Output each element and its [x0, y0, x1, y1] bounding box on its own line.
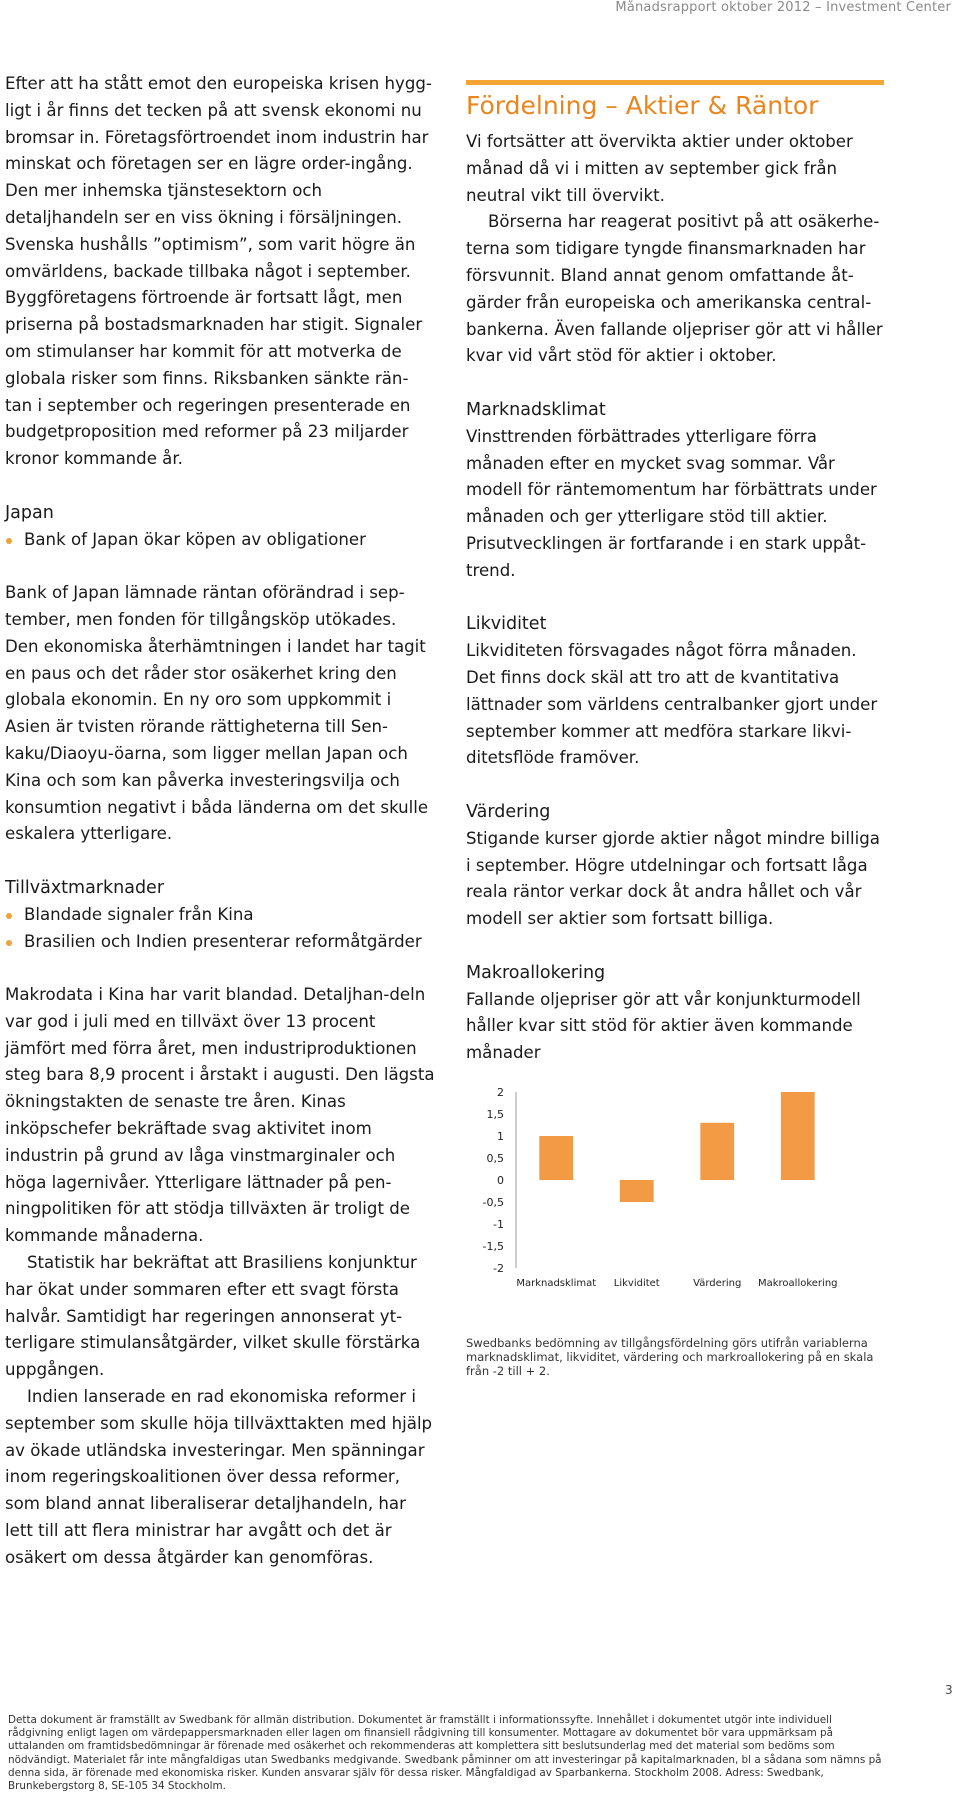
emerging-paragraph: Indien lanserade en rad ekonomiska reformer i september som skulle höja tillväxttakten med hjälp av ökade utländska investeringar. Men spänningar inom regeringskoalitionen över dessa reformer, som bland annat liberaliserar detaljhandeln, har lett till att flera ministrar har avgått och det är osäkert om dessa åtgärder kan genomföras. — [5, 1387, 433, 1567]
bullet-item: Brasilien och Indien presenterar reformåtgärder — [5, 929, 435, 956]
title-rule — [466, 80, 884, 85]
chart-caption: Swedbanks bedömning av tillgångsfördelning görs utifrån variablerna marknadsklimat, likviditet, värdering och markroallokering på en skala från -2 till + 2. — [466, 1335, 874, 1378]
y-tick-label: 0,5 — [486, 1151, 504, 1165]
left-column — [5, 71, 435, 1598]
y-tick-label: -2 — [493, 1261, 504, 1275]
emerging-text — [5, 982, 435, 1572]
y-tick-label: 0 — [497, 1173, 504, 1187]
marknadsklimat-text: Vinsttrenden förbättrades ytterligare förra månaden efter en mycket svag sommar. Vår modell för räntemomentum har förbättrats under månaden och ger ytterligare stöd till aktier. Prisutvecklingen är fortfarande i en stark uppåt-trend. — [466, 426, 877, 580]
makroallokering-text: Fallande oljepriser gör att vår konjunkturmodell håller kvar sitt stöd för aktier även kommande månader — [466, 989, 861, 1063]
emerging-heading: Tillväxtmarknader — [5, 877, 165, 898]
x-category-label: Makroallokering — [757, 1277, 838, 1289]
intro-paragraph: Efter att ha stått emot den europeiska krisen hygg-ligt i år finns det tecken på att svensk ekonomi nu bromsar in. Företagsförtroendet inom industrin har minskat och företagen ser en lägre order-ingång. Den mer inhemska tjänstesektorn och detaljhandeln ser en viss ökning i försäljningen. Svenska hushålls ”optimism”, som varit högre än omvärldens, backade tillbaka något i september. Byggföretagens förtroende är fortsatt lågt, men priserna på bostadsmarknaden har stigit. Signaler om stimulanser har kommit för att motverka de globala risker som finns. Riksbanken sänkte rän-tan i september och regeringen presenterade en budgetproposition med reformer på 23 miljarder kronor kommande år. — [5, 74, 432, 469]
x-category-label: Marknadsklimat — [516, 1277, 597, 1289]
y-tick-label: -0,5 — [482, 1195, 504, 1209]
allocation-chart-svg — [466, 1080, 886, 1330]
lead-paragraph: Börserna har reagerat positivt på att osäkerhe-terna som tidigare tyngde finansmarknaden har försvunnit. Bland annat genom omfattande åt-gärder från europeiska och amerikanska central-bankerna. Även fallande oljepriser gör att vi håller kvar vid vårt stöd för aktier i oktober. — [466, 212, 883, 366]
lead-block — [466, 129, 886, 370]
emerging-paragraph: Makrodata i Kina har varit blandad. Detaljhan-deln var god i juli med en tillväxt över 13 procent jämfört med förra året, men industriproduktionen steg bara 8,9 procent i årstakt i augusti. Den lägsta ökningstakten de senaste tre åren. Kinas inköpschefer bekräftade svag aktivitet inom industrin på grund av låga vinstmarginaler och höga lagernivåer. Ytterligare lättnader på pen-ningpolitiken för att stödja tillväxten är troligt de kommande månaderna. — [5, 985, 435, 1246]
likviditet-heading: Likviditet — [466, 614, 547, 635]
allocation-chart — [466, 1080, 886, 1330]
page-number: 3 — [945, 1683, 953, 1697]
japan-bullets — [5, 527, 435, 554]
bar — [700, 1123, 734, 1180]
x-category-label: Likviditet — [613, 1277, 660, 1289]
lead-text: Vi fortsätter att övervikta aktier under oktober månad då vi i mitten av september gick från neutral vikt till övervikt. — [466, 132, 853, 205]
emerging-paragraph: Statistik har bekräftat att Brasiliens konjunktur har ökat under sommaren efter ett svagt första halvår. Samtidigt har regeringen annonserat yt-terligare stimulansåtgärder, vilket skulle förstärka uppgången. — [5, 1253, 421, 1380]
bar — [539, 1136, 573, 1180]
japan-text — [5, 580, 435, 848]
makroallokering-heading: Makroallokering — [466, 962, 606, 983]
bar — [781, 1092, 815, 1180]
bullet-item: Blandade signaler från Kina — [5, 902, 435, 929]
y-tick-label: -1,5 — [482, 1239, 504, 1253]
vardering-text: Stigande kurser gjorde aktier något mindre billiga i september. Högre utdelningar och fortsatt låga reala räntor verkar dock åt andra hållet och vår modell ser aktier som fortsatt billiga. — [466, 828, 880, 929]
y-tick-label: 1 — [497, 1129, 504, 1143]
japan-heading: Japan — [5, 502, 54, 523]
running-header: Månadsrapport oktober 2012 – Investment Center — [615, 0, 951, 15]
emerging-bullets — [5, 902, 435, 956]
x-category-label: Värdering — [693, 1277, 742, 1289]
y-tick-label: 2 — [497, 1085, 504, 1099]
y-tick-label: 1,5 — [486, 1107, 504, 1121]
intro-text — [5, 71, 435, 473]
y-tick-label: -1 — [493, 1217, 504, 1231]
vardering-heading: Värdering — [466, 801, 551, 822]
bar — [620, 1180, 654, 1202]
likviditet-text: Likviditeten försvagades något förra månaden. Det finns dock skäl att tro att de kvantitativa lättnader som världens centralbanker gjort under september kommer att medföra starkare likvi-ditetsflöde framöver. — [466, 641, 878, 768]
bullet-item: Bank of Japan ökar köpen av obligationer — [5, 527, 435, 554]
right-column — [466, 80, 886, 1378]
marknadsklimat-heading: Marknadsklimat — [466, 399, 606, 420]
japan-paragraph: Bank of Japan lämnade räntan oförändrad i sep-tember, men fonden för tillgångsköp utökades. Den ekonomiska återhämtningen i landet har tagit en paus och det råder stor osäkerhet kring den globala ekonomin. En ny oro som uppkommit i Asien är tvisten rörande rättigheterna till Sen-kaku/Diaoyu-öarna, som ligger mellan Japan och Kina och som kan påverka investeringsvilja och konsumtion negativt i båda länderna om det skulle eskalera ytterligare. — [5, 583, 429, 844]
allocation-title: Fördelning – Aktier & Räntor — [466, 91, 819, 120]
footer-disclaimer: Detta dokument är framställt av Swedbank för allmän distribution. Dokumentet är framställt i informationssyfte. Innehållet i dokumentet utgör inte individuell rådgivning enligt lagen om värdepappersmarknaden eller lagen om finansiell rådgivning till konsumenter. Mottagare av dokumentet bör vara uppmärksam på uttalanden om framtidsbedömningar är förenade med osäkerhet och rekommenderas att komplettera sitt beslutsunderlag med det material som bedöms som nödvändigt. Materialet får inte mångfaldigas utan Swedbanks medgivande. Swedbank påminner om att investeringar på kapitalmarknaden, bl a sådana som nämns på denna sida, är förenade med ekonomiska risker. Kunden ansvarar själv för dessa risker. Mångfaldigad av Sparbankerna. Stockholm 2008. Adress: Swedbank, Brunkebergstorg 8, SE-105 34 Stockholm. — [8, 1714, 882, 1793]
